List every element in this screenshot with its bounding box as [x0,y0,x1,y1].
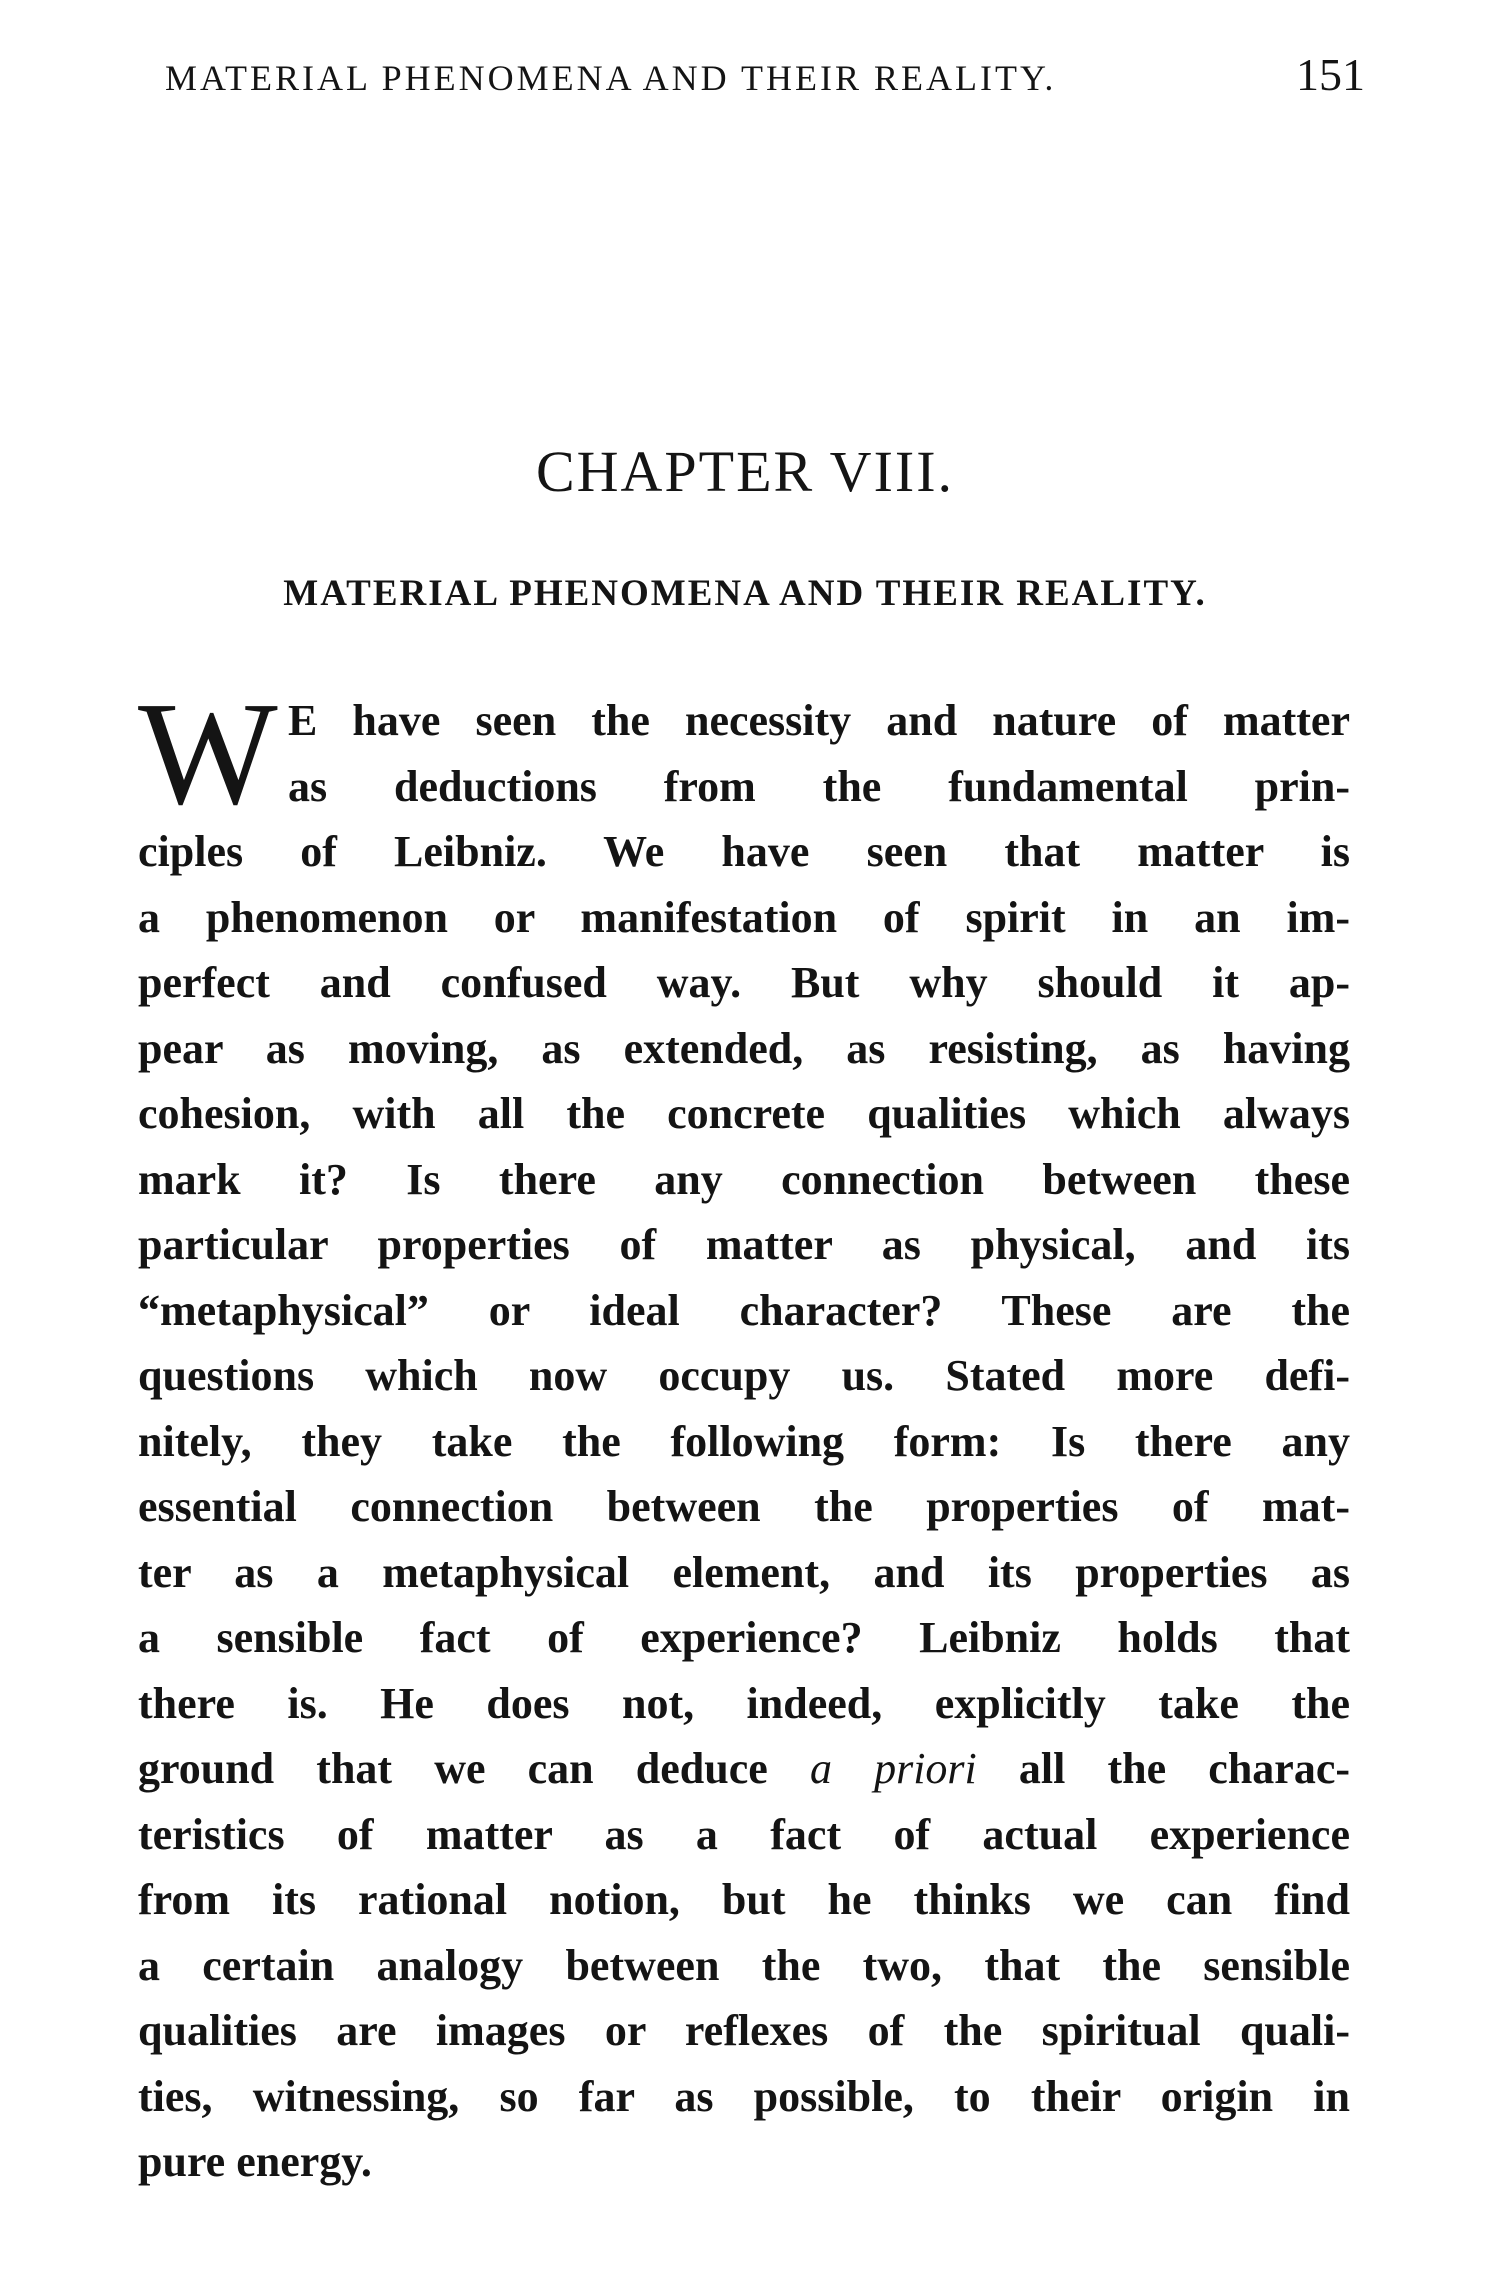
text-line: essential connection between the properties of mat- [138,1482,1350,1531]
text-line: “metaphysical” or ideal character? These are the [138,1285,1350,1335]
text-line: mark it? Is there any connection between these [138,1154,1350,1204]
text-line: there is. He does not, indeed, explicitly take the [138,1678,1350,1728]
text-line: particular properties of matter as physical, and its [138,1220,1350,1269]
text-line: a phenomenon or manifestation of spirit in an im- [138,892,1350,942]
text-line [138,1736,1350,1802]
text-line: as deductions from the fundamental prin- [288,761,1350,811]
text-line: ter as a metaphysical element, and its properties as [138,1547,1350,1597]
text-line: a sensible fact of experience? Leibniz holds that [138,1613,1350,1662]
chapter-number: CHAPTER VIII. [535,439,955,504]
text-line: questions which now occupy us. Stated more defi- [138,1351,1350,1400]
italic-phrase: a priori [809,1744,977,1793]
text-span: ground that we can deduce [138,1744,768,1793]
text-line: cohesion, with all the concrete qualities which always [138,1089,1350,1138]
text-line: a certain analogy between the two, that the sensible [138,1940,1350,1990]
text-line: perfect and confused way. But why should it ap- [138,958,1350,1007]
text-line: qualities are images or reflexes of the spiritual quali- [138,2006,1350,2055]
running-title: MATERIAL PHENOMENA AND THEIR REALITY. [165,58,1057,98]
text-line: pure energy. [138,2137,372,2186]
text-line: teristics of matter as a fact of actual experience [138,1809,1350,1859]
text-line: from its rational notion, but he thinks we can find [138,1875,1350,1924]
text-span: all the charac- [1018,1744,1351,1793]
chapter-title: MATERIAL PHENOMENA AND THEIR REALITY. [283,573,1207,614]
text-line: ciples of Leibniz. We have seen that matter is [138,827,1350,876]
page-number: 151 [1296,49,1365,100]
text-line: pear as moving, as extended, as resisting, as having [138,1023,1350,1073]
text-line: E have seen the necessity and nature of matter [288,696,1350,745]
text-line: ties, witnessing, so far as possible, to their origin in [138,2071,1350,2121]
chapter-body [138,672,1351,2195]
drop-cap: W [138,672,278,836]
text-line: nitely, they take the following form: Is there any [138,1416,1350,1466]
running-header [165,48,1365,101]
